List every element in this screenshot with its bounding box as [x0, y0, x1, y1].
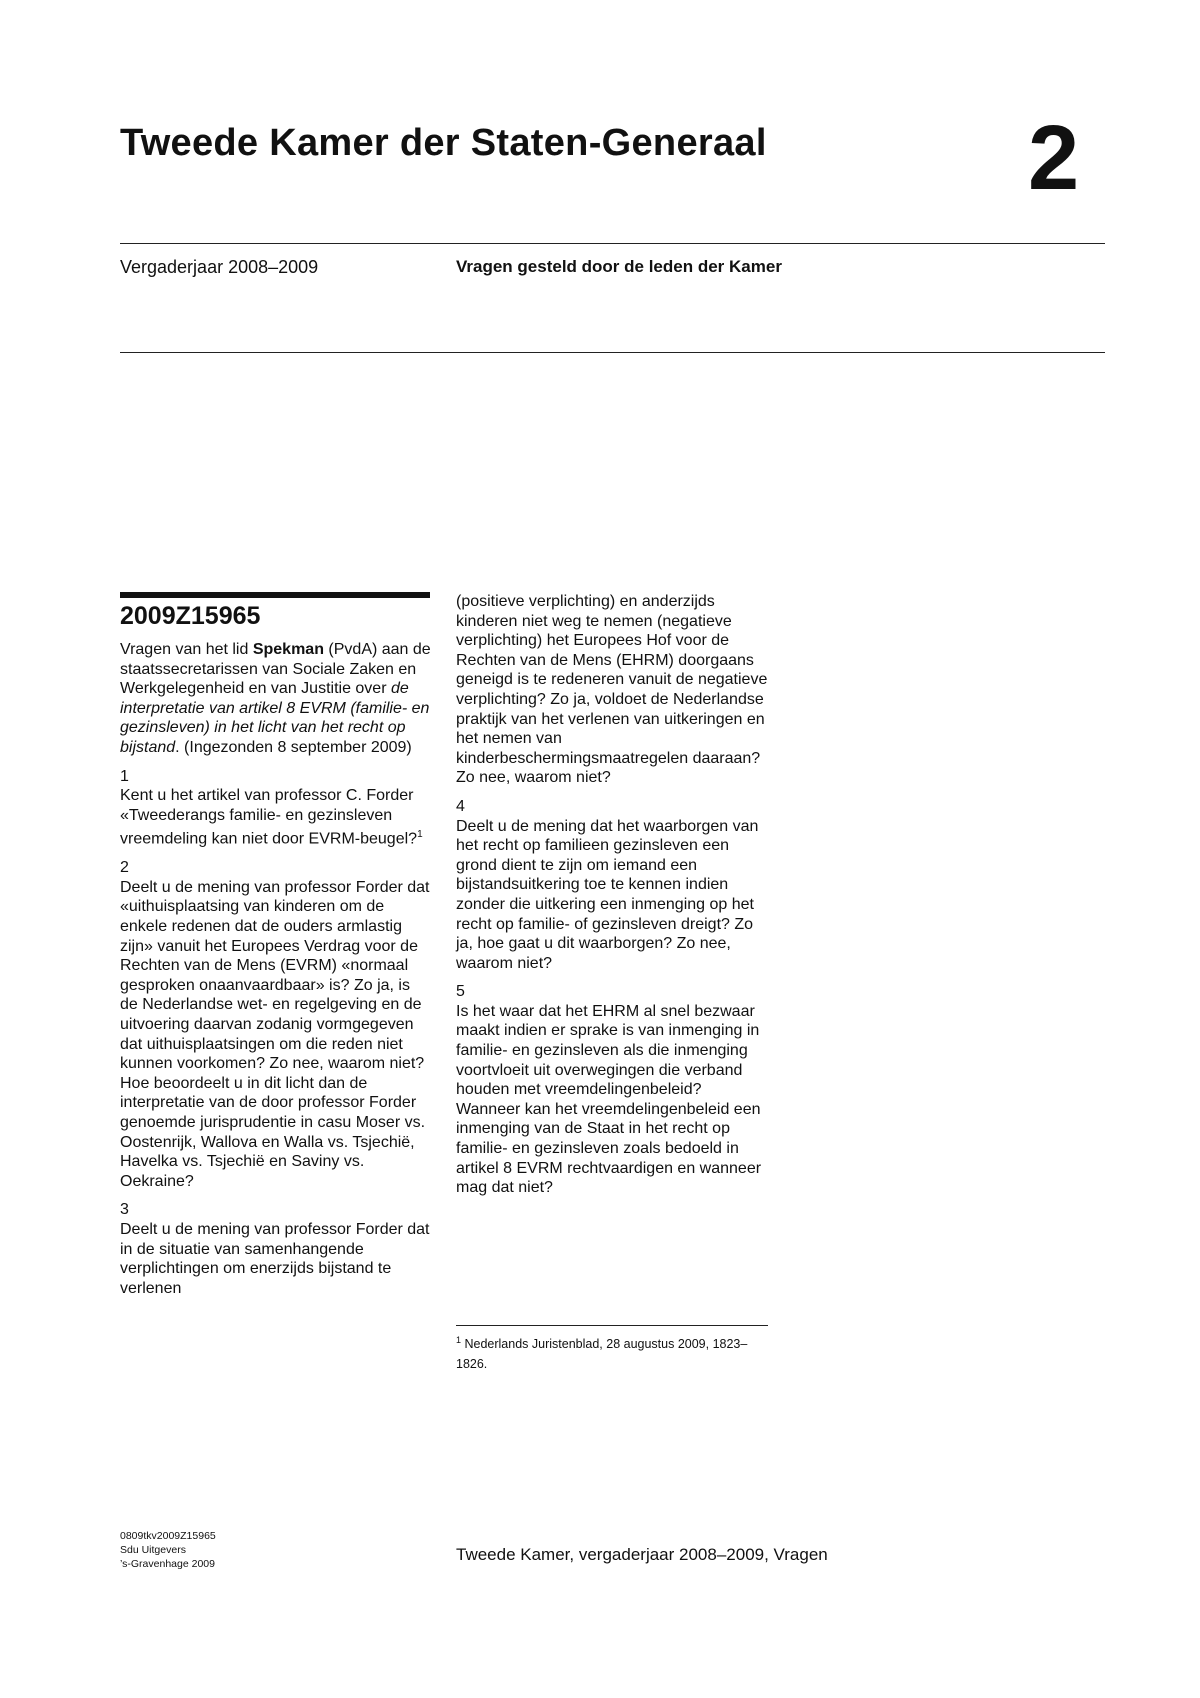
footnote-ref: 1 [417, 829, 423, 841]
question-text: Deelt u de mening van professor Forder dat in de situatie van samenhangende verplichtingen om enerzijds bijstand te verlenen [120, 1220, 430, 1297]
question-number: 5 [456, 983, 465, 1001]
running-footer: Tweede Kamer, vergaderjaar 2008–2009, Vragen [456, 1545, 828, 1564]
intro-part2: (PvdA) aan de staatssecretarissen van Sociale Zaken en Werkgelegenheid en van Justitie over [120, 641, 431, 698]
header-divider-bottom [120, 352, 1105, 353]
question-text: (positieve verplichting) en anderzijds kinderen niet weg te nemen (negatieve verplichting) het Europees Hof voor de Rechten van de Mens (EHRM) doorgaans geneigd is te redeneren vanuit de negatieve verplichting? Zo ja, voldoet de Nederlandse praktijk van het verlenen van uitkeringen en het nemen van kinderbeschermingsmaatregelen daaraan? Zo nee, waarom niet? [456, 593, 768, 787]
session-year: Vergaderjaar 2008–2009 [120, 257, 319, 277]
text-column-right [456, 592, 768, 1207]
page-title: Tweede Kamer der Staten-Generaal [120, 122, 767, 164]
question-1-text: Kent u het artikel van professor C. Forder «Tweederangs familie- en gezinsleven vreemdeling kan niet door EVRM-beugel? [120, 787, 418, 848]
publisher-name: Sdu Uitgevers [120, 1544, 186, 1556]
document-id: 2009Z15965 [120, 602, 261, 630]
question-number: 3 [120, 1201, 129, 1219]
question-text: Deelt u de mening dat het waarborgen van het recht op familieen gezinsleven een grond dient te zijn om iemand een bijstandsuitkering toe te kennen indien zonder die uitkering een inmenging op het recht op familie- of gezinsleven dreigt? Zo ja, hoe gaat u dit waarborgen? Zo nee, waarom niet? [456, 817, 759, 972]
footnote [456, 1330, 768, 1374]
publisher-info [120, 1529, 216, 1571]
question-text: Is het waar dat het EHRM al snel bezwaar maakt indien er sprake is van inmenging in familie- en gezinsleven als die inmenging voortvloeit uit overwegingen die verband houden met vreemdelingenbeleid? Wanneer kan het vreemdelingenbeleid een inmenging van de Staat in het recht op familie- en gezinsleven zoals bedoeld in artikel 8 EVRM rechtvaardigen en wanneer mag dat niet? [456, 1002, 762, 1197]
text-column-left [120, 640, 432, 1307]
question-2 [120, 858, 432, 1191]
question-text [120, 786, 432, 849]
footnote-text: Nederlands Juristenblad, 28 augustus 2009, 1823–1826. [456, 1337, 748, 1372]
column-top-bar [120, 592, 430, 598]
intro-topic: de interpretatie van artikel 8 EVRM (familie- en gezinsleven) in het licht van het recht op bijstand [120, 680, 430, 756]
document-number: 2 [1028, 107, 1080, 209]
footnote-marker: 1 [456, 1335, 462, 1345]
question-3-continued [456, 592, 768, 788]
document-code: 0809tkv2009Z15965 [120, 1530, 216, 1542]
question-3 [120, 1200, 432, 1298]
question-text: Deelt u de mening van professor Forder dat «uithuisplaatsing van kinderen om de enkele redenen dat de ouders armlastig zijn» vanuit het Europees Verdrag voor de Rechten van de Mens (EVRM) «normaal gesproken onaanvaardbaar» is? Zo ja, is de Nederlandse wet- en regelgeving en de uitvoering daarvan zodanig vormgegeven dat uithuisplaatsingen om die reden niet kunnen voorkomen? Zo nee, waarom niet? Hoe beoordeelt u in dit licht dan de interpretatie van de door professor Forder genoemde jurisprudentie in casu Moser vs. Oostenrijk, Wallova en Walla vs. Tsjechië, Havelka vs. Tsjechië en Saviny vs. Oekraine? [120, 878, 430, 1190]
intro-paragraph [120, 640, 432, 758]
question-number: 1 [120, 767, 129, 785]
question-number: 4 [456, 797, 465, 815]
publication-place: ’s-Gravenhage 2009 [120, 1558, 215, 1570]
footnote-divider [456, 1325, 768, 1326]
question-4 [456, 797, 768, 973]
member-name: Spekman [252, 641, 324, 658]
question-1 [120, 767, 432, 850]
intro-part3: . (Ingezonden 8 september 2009) [175, 738, 412, 756]
question-number: 2 [120, 859, 129, 877]
header-divider [120, 243, 1105, 244]
intro-part1: Vragen van het lid [120, 641, 253, 658]
section-subtitle: Vragen gesteld door de leden der Kamer [456, 257, 782, 276]
question-5 [456, 982, 768, 1198]
